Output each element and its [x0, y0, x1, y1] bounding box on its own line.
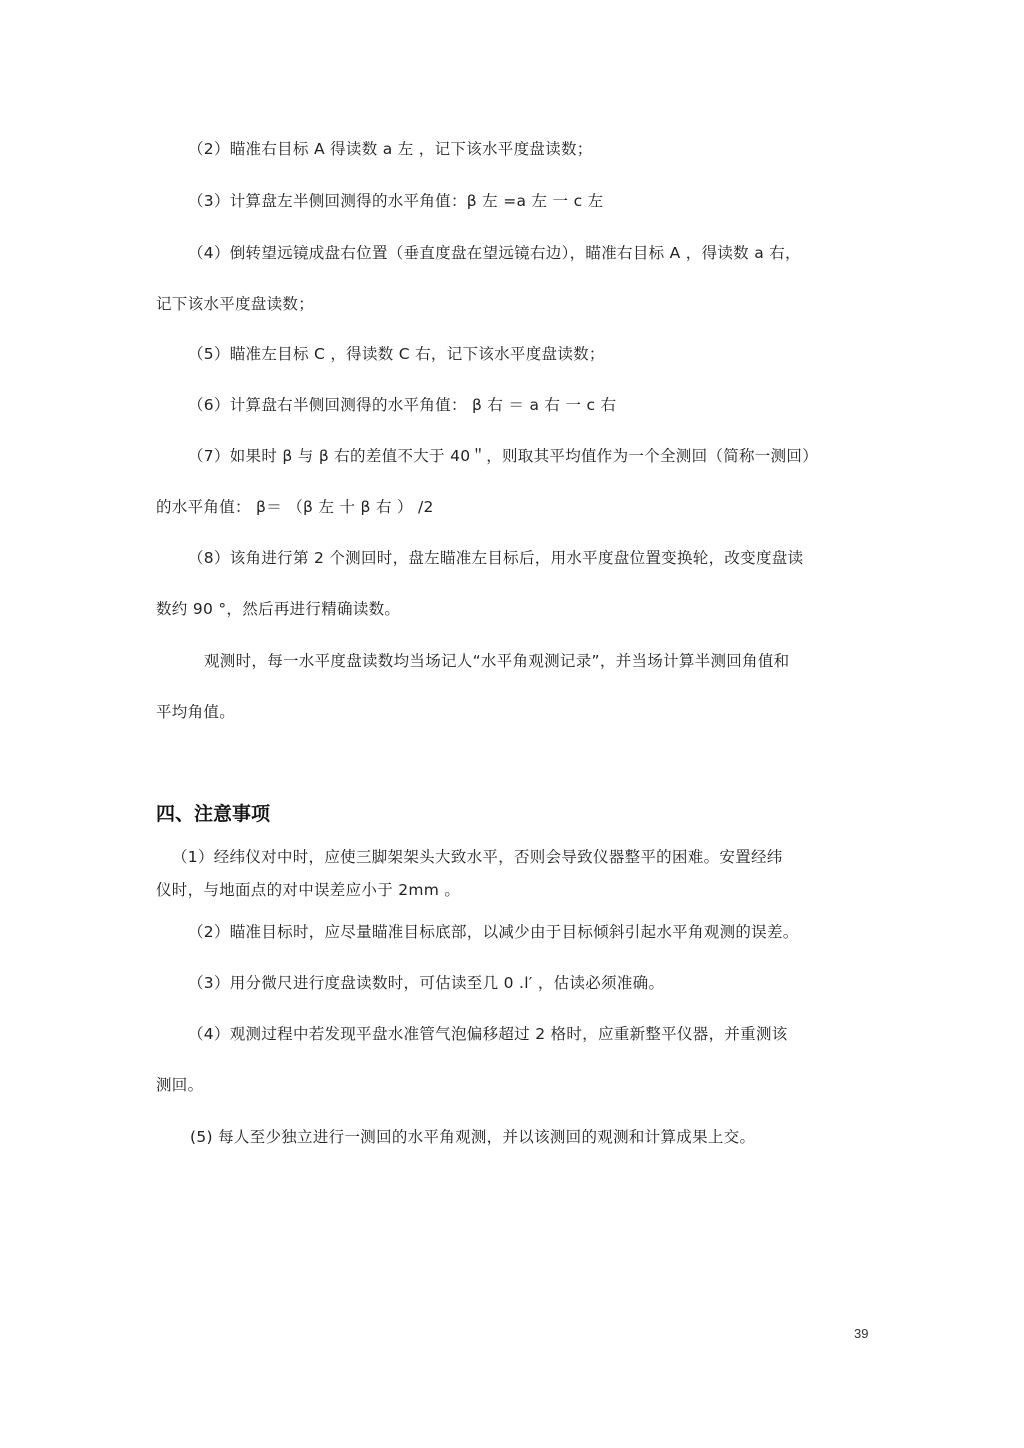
precaution-item-2: （2）瞄准目标时，应尽量瞄准目标底部，以减少由于目标倾斜引起水平角观测的误差。: [188, 923, 799, 941]
precaution-item-1-line-2: 仪时，与地面点的对中误差应小于 2mm 。: [156, 881, 461, 899]
precaution-item-4-line-2: 测回。: [156, 1076, 204, 1094]
procedure-step-4-line-2: 记下该水平度盘读数；: [156, 295, 315, 313]
procedure-step-8-line-2: 数约 90 °，然后再进行精确读数。: [156, 600, 401, 618]
procedure-step-4-line-1: （4）倒转望远镜成盘右位置（垂直度盘在望远镜右边），瞄准右目标 A ，得读数 a 右，: [188, 244, 801, 262]
procedure-step-6: （6）计算盘右半侧回测得的水平角值： β 右 ＝ a 右 一 c 右: [188, 396, 617, 414]
observation-note-line-2: 平均角值。: [156, 703, 236, 721]
page-number: 39: [854, 1326, 869, 1341]
procedure-step-7-line-1: （7）如果时 β 与 β 右的差值不大于 40＂，则取其平均值作为一个全测回（简称一测回）: [188, 447, 819, 465]
procedure-step-8-line-1: （8）该角进行第 2 个测回时，盘左瞄准左目标后，用水平度盘位置变换轮，改变度盘读: [188, 549, 804, 567]
observation-note-line-1: 观测时，每一水平度盘读数均当场记人“水平角观测记录”，并当场计算半测回角值和: [204, 652, 790, 670]
precaution-item-4-line-1: （4）观测过程中若发现平盘水准管气泡偏移超过 2 格时，应重新整平仪器，并重测该: [188, 1025, 788, 1043]
precaution-item-1-line-1: （1）经纬仪对中时，应使三脚架架头大致水平，否则会导致仪器整平的困难。安置经纬: [172, 848, 783, 866]
procedure-step-3: （3）计算盘左半侧回测得的水平角值：β 左 =a 左 一 c 左: [188, 192, 604, 210]
precaution-item-5: (5) 每人至少独立进行一测回的水平角观测，并以该测回的观测和计算成果上交。: [190, 1128, 756, 1146]
procedure-step-7-line-2: 的水平角值： β＝ （β 左 十 β 右 ） /2: [156, 498, 434, 516]
section-heading-precautions: 四、注意事项: [156, 803, 271, 825]
procedure-step-5: （5）瞄准左目标 C ，得读数 C 右，记下该水平度盘读数；: [188, 345, 605, 363]
precaution-item-3: （3）用分微尺进行度盘读数时，可估读至几 0 .l′ ，估读必须准确。: [188, 974, 665, 992]
procedure-step-2: （2）瞄准右目标 A 得读数 a 左 ，记下该水平度盘读数；: [188, 140, 593, 158]
